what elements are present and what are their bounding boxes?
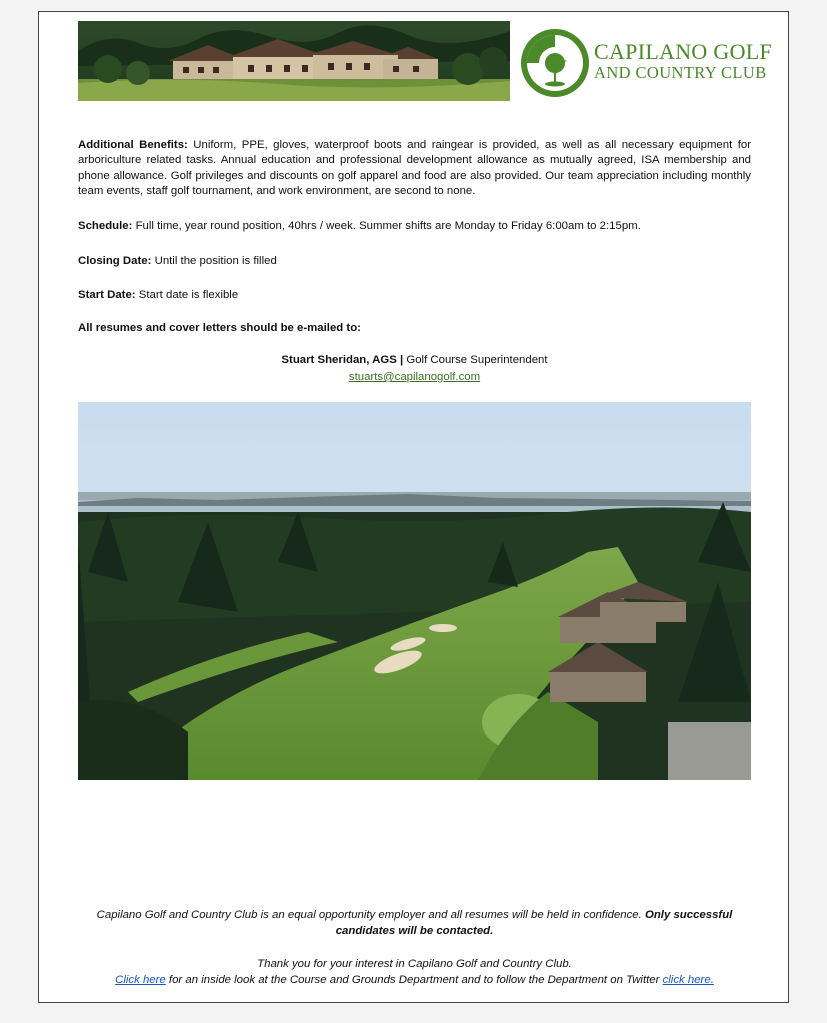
club-logo: [519, 27, 789, 99]
document-page: [38, 11, 789, 1003]
start-date-text: Start date is flexible: [135, 289, 239, 301]
schedule-label: Schedule:: [78, 220, 133, 232]
start-date-paragraph: [78, 288, 751, 303]
start-date-label: Start Date:: [78, 289, 136, 301]
benefits-text: Uniform, PPE, gloves, waterproof boots and raingear is provided, as well as all necessary equipment for arboriculture related tasks. Annual education and professional development allowance as mutually agreed, ISA membership and phone allowance. Golf privileges and discounts on golf apparel and food are also provided. Our team appreciation including monthly team events, staff golf tournament, and work environment, are second to none.: [78, 139, 752, 198]
golf-flag-logo-icon: [519, 27, 591, 99]
contact-title: Golf Course Superintendent: [403, 354, 548, 366]
schedule-paragraph: [78, 219, 751, 234]
contact-email-link[interactable]: stuarts@capilanogolf.com: [348, 371, 481, 383]
eeo-text: Capilano Golf and Country Club is an equal opportunity employer and all resumes will be held in confidence.: [96, 909, 645, 921]
contact-name: Stuart Sheridan, AGS |: [281, 354, 404, 366]
links-line: [78, 972, 751, 988]
schedule-text: Full time, year round position, 40hrs / week. Summer shifts are Monday to Friday 6:00am to 2:15pm.: [132, 220, 641, 232]
closing-date-text: Until the position is filled: [151, 255, 277, 267]
closing-date-label: Closing Date:: [78, 255, 152, 267]
twitter-link[interactable]: click here.: [662, 974, 714, 986]
contact-line: [78, 352, 751, 369]
eeo-bold-text: Only successful candidates will be contacted.: [335, 909, 733, 937]
clubhouse-header-photo: [78, 21, 510, 101]
benefits-label: Additional Benefits:: [78, 139, 188, 151]
links-middle-text: for an inside look at the Course and Grounds Department and to follow the Department on Twitter: [165, 974, 663, 986]
contact-block: [78, 352, 751, 386]
logo-name-line2: AND COUNTRY CLUB: [594, 63, 767, 82]
benefits-paragraph: [78, 138, 751, 200]
course-department-link[interactable]: Click here: [115, 974, 166, 986]
eeo-statement: [78, 907, 751, 939]
thanks-line: Thank you for your interest in Capilano Golf and Country Club.: [257, 958, 572, 970]
closing-date-paragraph: [78, 254, 751, 269]
aerial-course-photo: [78, 402, 751, 780]
logo-name-line1: CAPILANO GOLF: [594, 39, 773, 64]
resumes-heading: All resumes and cover letters should be e-mailed to:: [78, 322, 361, 334]
